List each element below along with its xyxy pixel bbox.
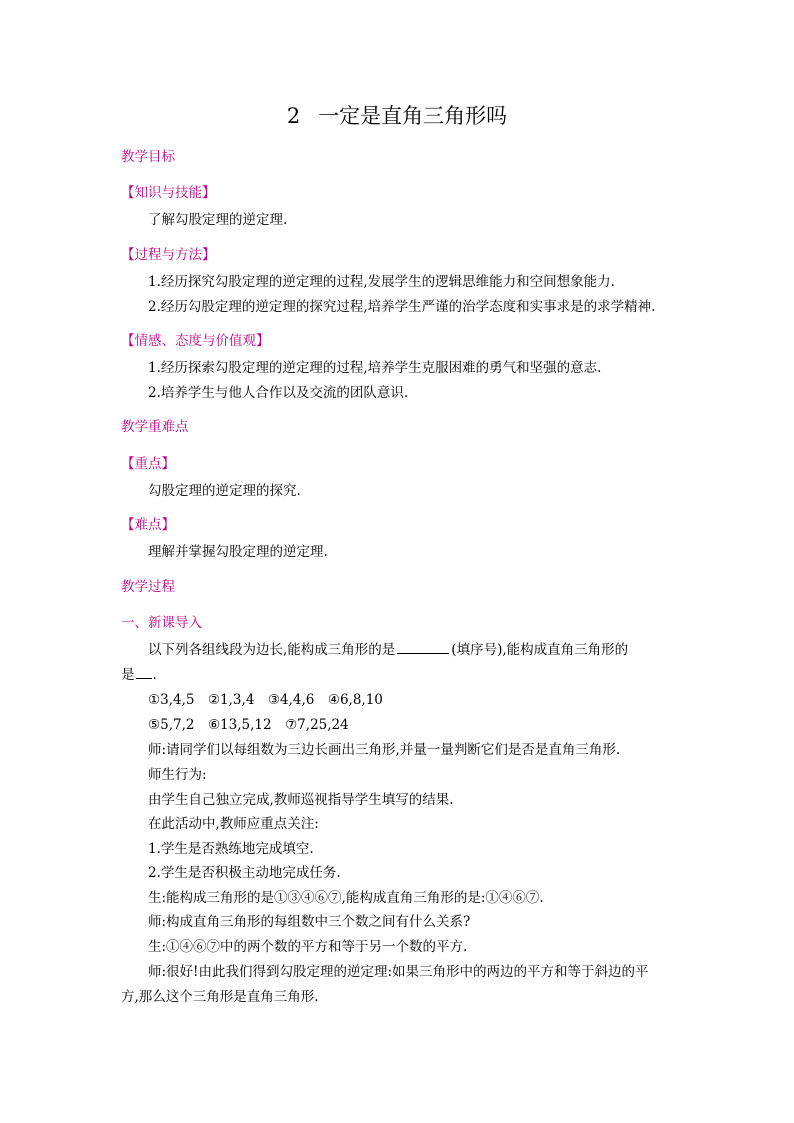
intro-line: 师:很好!由此我们得到勾股定理的逆定理:如果三角形中的两边的平方和等于斜边的平 [148,964,649,980]
section-heading-keypoints: 教学重难点 [121,419,189,435]
knowledge-item: 了解勾股定理的逆定理. [148,212,288,228]
intro-question-line-1: 以下列各组线段为边长,能构成三角形的是 (填序号),能构成直角三角形的 [148,642,629,658]
subheading-knowledge: 【知识与技能】 [121,185,216,201]
intro-line: 1.学生是否熟练地完成填空. [148,841,314,857]
title-text: 一定是直角三角形吗 [318,104,508,128]
section-heading-process: 教学过程 [121,579,175,595]
intro-line: 生:①④⑥⑦中的两个数的平方和等于另一个数的平方. [148,939,468,955]
attitude-item-1: 1.经历探索勾股定理的逆定理的过程,培养学生克服困难的勇气和坚强的意志. [148,360,602,376]
process-item-1: 1.经历探究勾股定理的逆定理的过程,发展学生的逻辑思维能力和空间想象能力. [148,274,615,290]
intro-line: 生:能构成三角形的是①③④⑥⑦,能构成直角三角形的是:①④⑥⑦. [148,890,544,906]
subheading-focus: 【重点】 [121,456,175,472]
intro-last-line: 方,那么这个三角形是直角三角形. [121,989,319,1005]
subheading-intro: 一、新课导入 [121,615,202,631]
intro-line: 由学生自己独立完成,教师巡视指导学生填写的结果. [148,792,454,808]
difficulty-text: 理解并掌握勾股定理的逆定理. [148,544,328,560]
page-title [0,102,794,130]
focus-text: 勾股定理的逆定理的探究. [148,483,301,499]
subheading-attitude: 【情感、态度与价值观】 [121,333,270,349]
intro-line: 在此活动中,教师应重点关注: [148,816,319,832]
title-number: 2 [286,104,301,128]
intro-line: 师:请同学们以每组数为三边长画出三角形,并量一量判断它们是否是直角三角形. [148,742,621,758]
options-row-2: ⑤5,7,2 ⑥13,5,12 ⑦7,25,24 [148,717,349,733]
intro-line: 2.学生是否积极主动地完成任务. [148,865,341,881]
section-heading-goals: 教学目标 [121,149,175,165]
subheading-difficulty: 【难点】 [121,517,175,533]
intro-question-line-2: 是 . [121,667,157,683]
intro-line: 师生行为: [148,767,207,783]
intro-line: 师:构成直角三角形的每组数中三个数之间有什么关系? [148,914,471,930]
answer-blank-1 [397,641,449,654]
process-item-2: 2.经历勾股定理的逆定理的探究过程,培养学生严谨的治学态度和实事求是的求学精神. [148,299,656,315]
attitude-item-2: 2.培养学生与他人合作以及交流的团队意识. [148,385,409,401]
options-row-1: ①3,4,5 ②1,3,4 ③4,4,6 ④6,8,10 [148,692,383,708]
answer-blank-2 [136,666,152,679]
subheading-process: 【过程与方法】 [121,247,216,263]
